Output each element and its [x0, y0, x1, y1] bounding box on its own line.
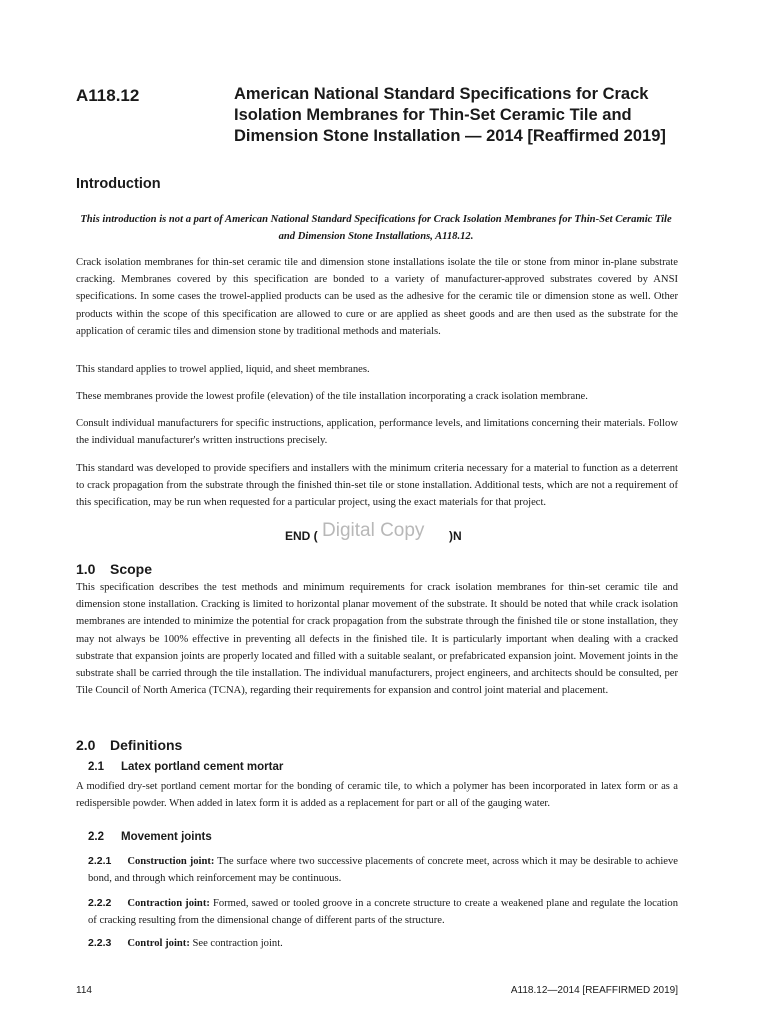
- introduction-note: This introduction is not a part of American National Standard Specifications for Crack Isolation Membranes for Thin-Set Ceramic Tile and Dimension Stone Installations, A118.12.: [80, 214, 672, 242]
- definition-term: Contraction joint:: [127, 898, 210, 909]
- intro-paragraph-1: Crack isolation membranes for thin-set ceramic tile and dimension stone installations isolate the tile or stone from minor in-plane substrate cracking. Membranes covered by this specification are bonded to a variety of manufacturer-approved substrates covered by ANSI specifications. In some cases the trowel-applied products can be used as the adhesive for the ceramic tile or dimension stone as well. Other products within the scope of this specification are allowed to cure or are applied as sheet goods and are then used as the substrate for the application of ceramic tiles and dimension stone by traditional methods and materials.: [76, 257, 678, 337]
- document-title: American National Standard Specifications for Crack Isolation Membranes for Thin-Set Ceramic Tile and Dimension Stone Installation — 2014 [Reaffirmed 2019]: [234, 85, 666, 145]
- end-marker-right: )N: [449, 529, 462, 543]
- subsection-title: Movement joints: [121, 831, 212, 843]
- definition-control-joint: [88, 935, 678, 952]
- definitions-heading: [76, 737, 182, 753]
- intro-paragraph-2: This standard applies to trowel applied, liquid, and sheet membranes.: [76, 364, 370, 375]
- definition-term: Construction joint:: [127, 856, 215, 867]
- definition-contraction-joint: [88, 895, 678, 929]
- definition-text: The surface where two successive placements of concrete meet, across which it may be desirable to achieve bond, and through which reinforcement may be continuous.: [88, 856, 678, 885]
- intro-paragraph-3: These membranes provide the lowest profile (elevation) of the tile installation incorporating a crack isolation membrane.: [76, 391, 588, 402]
- section-title: Scope: [110, 561, 153, 577]
- subsection-2-2-heading: [88, 831, 212, 843]
- scope-text: This specification describes the test methods and minimum requirements for crack isolation membranes for thin-set ceramic tile and dimension stone installation. Cracking is limited to horizontal planar movement of the substrate. It should be noted that while crack isolation membranes are intended to minimize the potential for crack propagation from the substrate through the finished tile or stone installation, they may not always be 100% effective in preventing all defects in the finished tile. It is particularly important when dealing with a cracked substrate that expansion joints are properly located and filled with a suitable sealant, or prefabricated expansion joint. Movement joints in the substrate shall be carried through the tile installation. The individual manufacturers, project engineers, and architects should be consulted, per Tile Council of North America (TCNA), regarding their requirements for expansion and control joint material and placement.: [76, 582, 678, 697]
- subsection-number: 2.2: [88, 831, 104, 843]
- subsection-title: Latex portland cement mortar: [121, 761, 284, 773]
- definition-construction-joint: [88, 853, 678, 887]
- section-title: Definitions: [110, 737, 183, 753]
- intro-paragraph-5: This standard was developed to provide specifiers and installers with the minimum criteria necessary for a material to function as a deterrent to crack propagation from the substrate through the finished thin-set tile or stone installation. Additional tests, which are not a requirement of this specification, may be run when requested for a particular project, using the exact materials for that project.: [76, 463, 678, 509]
- definition-number: 2.2.3: [88, 937, 112, 949]
- definition-term: Control joint:: [127, 938, 190, 949]
- subsection-number: 2.1: [88, 761, 104, 773]
- scope-heading: [76, 561, 152, 577]
- section-number: 2.0: [76, 737, 96, 753]
- definition-text: Formed, sawed or tooled groove in a concrete structure to create a weakened plane and regulate the location of cracking resulting from the dimensional change of different parts of the structure.: [88, 898, 678, 927]
- document-code: A118.12: [76, 86, 140, 105]
- section-number: 1.0: [76, 561, 96, 577]
- footer-document-id: A118.12—2014 [REAFFIRMED 2019]: [510, 985, 678, 996]
- subsection-2-1-text: A modified dry-set portland cement mortar for the bonding of ceramic tile, to which a polymer has been incorporated in latex form or as a redispersible powder. When added in latex form it is added as a replacement for part or all of the gauging water.: [76, 781, 678, 810]
- subsection-2-1-heading: [88, 761, 283, 773]
- intro-paragraph-4: Consult individual manufacturers for specific instructions, application, performance levels, and limitations concerning their materials. Follow the individual manufacturer's written instructions precisely.: [76, 418, 678, 447]
- introduction-heading: Introduction: [76, 176, 161, 192]
- definition-text: See contraction joint.: [189, 938, 283, 949]
- end-marker-left: END (: [285, 529, 318, 543]
- watermark: Digital Copy: [322, 520, 425, 541]
- definition-number: 2.2.1: [88, 855, 112, 867]
- page-number: 114: [76, 985, 92, 996]
- definition-number: 2.2.2: [88, 897, 112, 909]
